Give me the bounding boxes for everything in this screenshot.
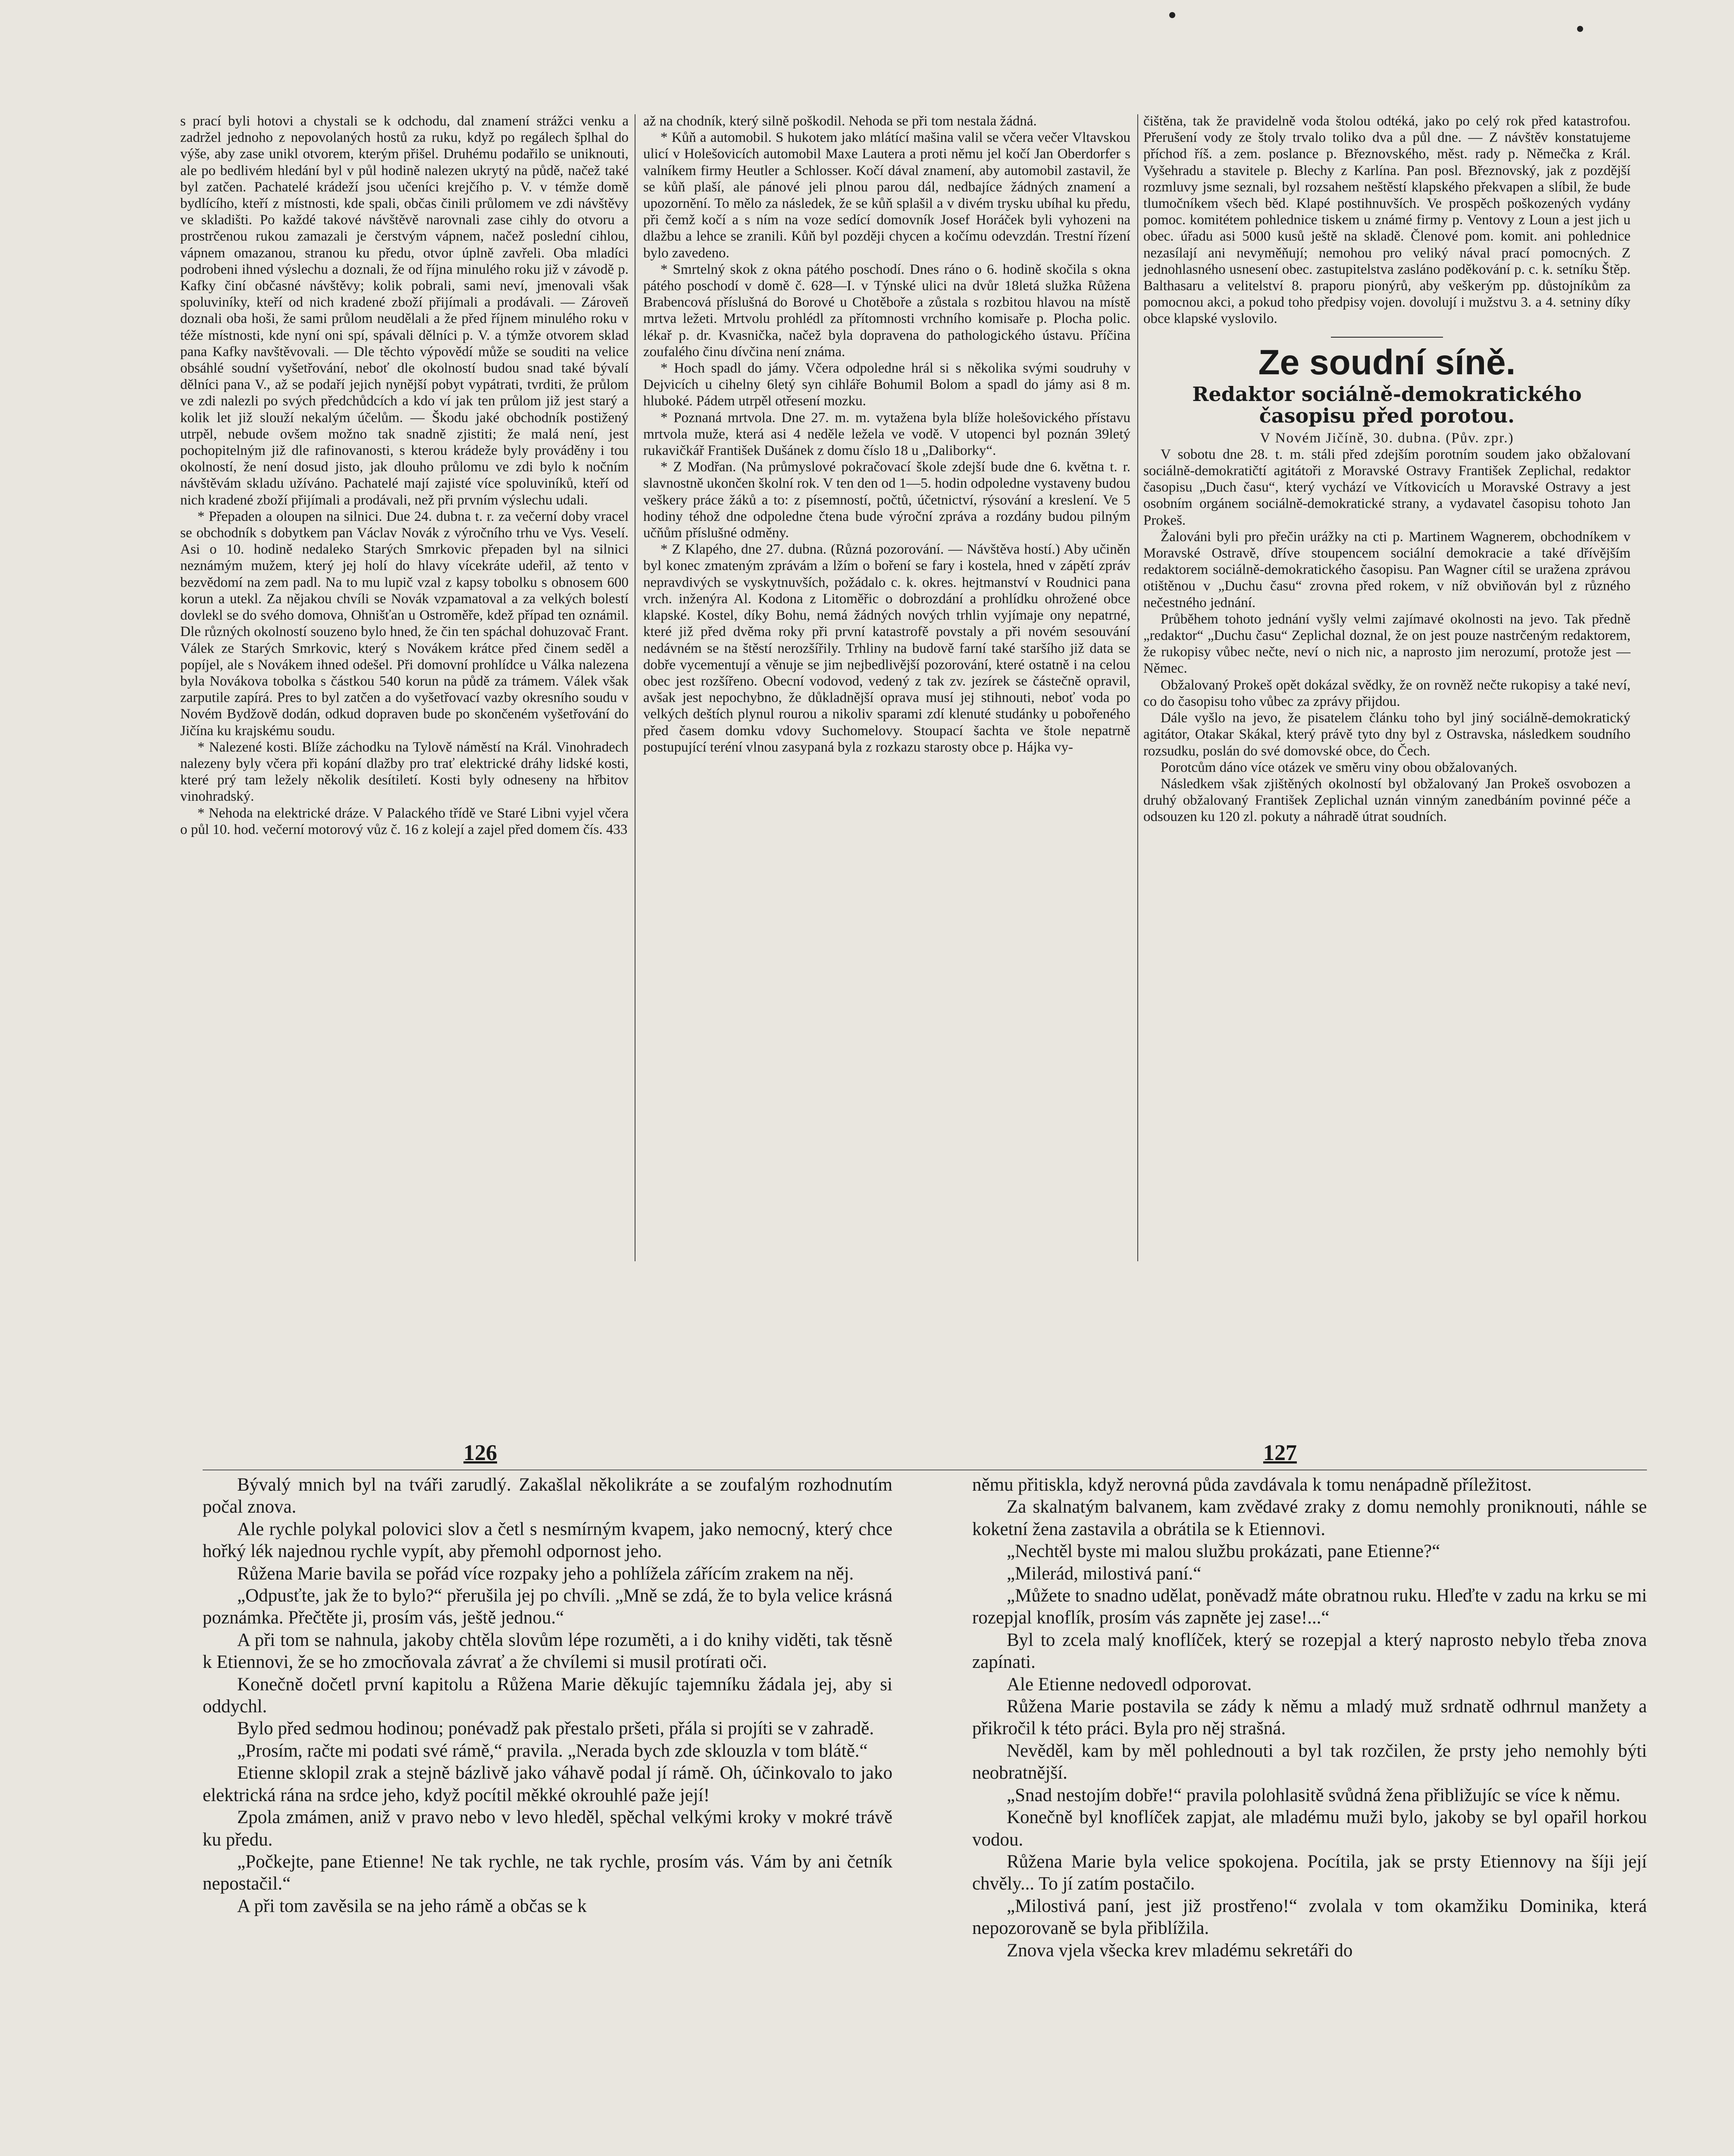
news-paragraph: s prací byli hotovi a chystali se k odchodu, dal znamení strážci venku a zadržel jednoho z nepovolaných hostů za ruku, když po regálech šplhal do výše, aby zase unikl otvorem, kterým přišel. Druhému podařilo se uniknouti, ale po bedlivém hledání byl v půl hodině nalezen ukrytý na půdě, načež také byl zatčen. Pachatelé krádeží jsou učeníci krejčího p. V. v témže domě bydlícího, kteří z místnosti, kde spali, občas činili průlomem ve zdi návštěvy ve skladišti. Po každé takové návštěvě narovnali zase cihly do otvoru a prostrčenou rukou zamazali je čerstvým vápnem, načež poslední cihlou, vápnem omazanou, stranou ku předu, otvor úplně zavřeli. Oba mladíci podrobeni ihned výslechu a doznali, že od října minulého roku již v závodě p. Kafky činí občasné návštěvy; kolik pobrali, sami neví, jmenovali však spoluviníky, kteří od nich kradené zboží přijímali a prodávali. — Zároveň doznali oba hoši, že sami průlom neudělali a že před říjnem minulého roku v téže místnosti, kde nyní oni spí, spávali dělníci p. V. a týmže otvorem sklad pana Kafky navštěvovali. — Dle těchto výpovědí může se souditi na velice obsáhlé soudní vyšetřování, neboť dle okolností budou snad také bývalí dělníci pana V., až se podaří jejich nynější pobyt vypátrati, tvrditi, že průlom ve zdi nalezli po svých předchůdcích a kdo ví jak ten průlom již jest starý a kolik let již slouží nekalým účelům. — Škodu jaké obchodník postižený utrpěl, nebude ovšem možno tak snadně zjistiti; že malá není, jest pochopitelným již dle rafinovanosti, s kterou krádeže byly prováděny i tou okolností, že není dosud jisto, jak dlouho průlomu ve zdi bylo k nočním návštěvám skladu užíváno. Pachatelé mají zajisté více spoluviníků, kteří od nich kradené zboží přijímali a prodávali, než při prvním výslechu udali. — [180, 113, 629, 508]
book-paragraph: Zpola zmámen, aniž v pravo nebo v levo hleděl, spěchal velkými kroky v mokré trávě ku předu. — [203, 1807, 892, 1850]
scan-dot — [1577, 26, 1583, 32]
book-paragraph: Ale rychle polykal polovici slov a četl s nesmírným kvapem, jako nemocný, který chce hořký lék najednou rychle vypít, aby přemohl odpornost jeho. — [203, 1519, 892, 1562]
news-paragraph: * Přepaden a oloupen na silnici. Due 24. dubna t. r. za večerní doby vracel se obchodník s dobytkem pan Václav Novák z výročního trhu ve Vys. Veselí. Asi o 10. hodině nedaleko Starých Smrkovic přepaden byl na silnici neznámým mužem, který jej holí do hlavy vícekráte udeřil, až tento v bezvědomí na zem padl. Na to mu lupič vzal z kapsy tobolku s obnosem 600 korun a utekl. Za nějakou chvíli se Novák vzpamatoval a za velkých bolestí dovlekl se do svého domova, Ohnišťan u Ostroměře, kdež případ ten oznámil. Dle různých okolností souzeno bylo hned, že čin ten spáchal dohuzovač Frant. Válek ze Starých Smrkovic, který s Novákem krátce před činem seděl a popíjel, ale s Novákem ihned odešel. Při domovní prohlídce u Válka nalezena byla Novákova tobolka s částkou 540 korun na půdě za trámem. Válek však zarputile zapírá. Pres to byl zatčen a do vyšetřovací vazby okresního soudu v Novém Bydžově dodán, odkud dopraven bude po skončeném vyšetřování do Jičína ku krajskému soudu. — [180, 508, 629, 739]
news-paragraph: * Z Klapého, dne 27. dubna. (Různá pozorování. — Návštěva hostí.) Aby učiněn byl konec zmateným zprávám a lžím o boření se fary i kostela, hned v zápětí zpráv nepravdivých se vyskytnuvších, požádalo c. k. okres. hejtmanství v Roudnici pana vrch. inženýra Al. Kodona z Litoměřic o dobrozdání a prohlídku ohrožené obce klapské. Kostel, díky Bohu, nemá žádných nových trhlin vyjímaje ony nepatrné, které již před dvěma roky při první katastrofě povstaly a při novém sesouvání nedávném se na štěstí nerozšířily. Trhliny na budově farní také staršího již data se dobře vycementují a věnuje se jim nejbedlivější pozorování, které ostatně i na celou obec jest rozšířeno. Obecní vodovod, vedený z tak zv. jezírek se částečně opravil, avšak jest nepochybno, že důkladnější oprava musí jej stihnouti, neboť voda po velkých deštích plynul rourou a nikoliv sparami zdí klenuté studánky u pobořeného před časem domku vdovy Suchomelovy. Stoupací šachta ve štole nepatrně postupující teréní vlnou zasypaná byla z rozkazu starosty obce p. Hájka vy- — [643, 542, 1130, 755]
column-rule — [1137, 114, 1138, 1261]
book-paragraph: Růžena Marie byla velice spokojena. Pocítila, jak se prsty Etiennovy na šíji její chvěly... To jí zatím postačilo. — [972, 1851, 1647, 1894]
court-dateline: V Novém Jičíně, 30. dubna. (Pův. zpr.) — [1260, 430, 1514, 446]
book-paragraph: Bylo před sedmou hodinou; ponévadž pak přestalo pršeti, přála si projíti se v zahradě. — [237, 1718, 874, 1739]
book-paragraph: Bývalý mnich byl na tváři zarudlý. Zakašlal několikráte a se zoufalým rozhodnutím počal znova. — [203, 1475, 892, 1517]
news-paragraph: * Z Modřan. (Na průmyslové pokračovací škole zdejší bude dne 6. května t. r. slavnostně ukončen školní rok. V ten den od 1—5. hodin odpoledne vystaveny budou veškery práce žáků a to: z písemností, počtů, účetnictví, rýsování a kreslení. Ve 5 hodiny téhož dne odpoledne čtena bude výroční zpráva a rozdány budou pilným učňům příslušné odměny. — [643, 459, 1130, 541]
book-paragraph: Nevěděl, kam by měl pohlednouti a byl tak rozčilen, že prsty jeho nemohly býti neobratnější. — [972, 1740, 1647, 1783]
book-paragraph: A při tom zavěsila se na jeho rámě a občas se k — [237, 1896, 587, 1916]
book-right-page — [972, 1474, 1647, 2156]
book-paragraph: Konečně byl knoflíček zapjat, ale mladému muži bylo, jakoby se byl opařil horkou vodou. — [972, 1807, 1647, 1850]
book-paragraph: Konečně dočetl první kapitolu a Růžena Marie děkujíc tajemníku žádala jej, aby si oddychl. — [203, 1674, 892, 1717]
book-paragraph: „Nechtěl byste mi malou službu prokázati, pane Etienne?“ — [1007, 1541, 1440, 1562]
news-column-3 — [1143, 113, 1631, 1277]
court-paragraph: Průběhem tohoto jednání vyšly velmi zajímavé okolnosti na jevo. Tak předně „redaktor“ „Duchu času“ Zeplichal doznal, že on jest pouze nastrčeným redaktorem, že rukopisy vůbec nečte, neví o nich nic, a naprosto jim nerozumí, protože jest — Němec. — [1143, 611, 1631, 677]
news-paragraph: až na chodník, který silně poškodil. Nehoda se při tom nestala žádná. — [643, 113, 1037, 129]
court-paragraph: V sobotu dne 28. t. m. stáli před zdejším porotním soudem jako obžalovaní sociálně-demokratičtí agitátoři z Moravské Ostravy František Zeplichal, redaktor časopisu „Duch času“, který vychází ve Vítkovicích u Moravské Ostravy a jest osobním orgánem sociálně-demokratické strany, a vydavatel časopisu tohoto Jan Prokeš. — [1143, 446, 1631, 528]
court-paragraph: Dále vyšlo na jevo, že pisatelem článku toho byl jiný sociálně-demokratický agitátor, Otakar Skákal, který právě tyto dny byl z Ostravska, následkem soudního rozsudku, poslán do své domovské obce, do Čech. — [1143, 710, 1631, 759]
book-paragraph: Růžena Marie postavila se zády k němu a mladý muž srdnatě odhrnul manžety a přikročil k této práci. Byla pro něj strašná. — [972, 1696, 1647, 1739]
news-paragraph: * Poznaná mrtvola. Dne 27. m. m. vytažena byla blíže holešovického přístavu mrtvola muže, která asi 4 neděle ležela ve vodě. V utopenci byl poznán 39letý rukavičkář František Dušánek z domu číslo 18 u „Daliborky“. — [643, 410, 1130, 459]
section-divider — [1331, 337, 1443, 338]
news-paragraph: čištěna, tak že pravidelně voda štolou odtéká, jako po celý rok před katastrofou. Přerušení vody ze štoly trvalo toliko dva a půl dne. — Z návštěv konstatujeme příchod říš. a zem. poslance p. Březnovského, měst. rady p. Němečka z Král. Vyšehradu a stavitele p. Blechy z Karlína. Pan posl. Březnovský, jak z pozdější rozmluvy jsme seznali, byl rozsahem neštěstí klapského překvapen a slíbil, že bude tlumočníkem všech běd. Klapé postihnuvších. Ve prospěch poškozených vydány pomoc. komitétem pohlednice tiskem u známé firmy p. Ventovy z Loun a jest jich u obec. úřadu asi 5000 kusů ještě na skladě. Členové pom. komit. ani pohlednice nezasílají ani nevyměňují; nemohou pro veliký nával prací pomocných. Z jednohlasného usnesení obec. zastupitelstva zasláno poděkování p. c. k. setníku Štěp. Balthasaru a velitelství 8. praporu pionýrů, aby veškerým pp. důstojníkům za pomocnou akci, a pokud toho předpisy vojen. dovolují i mužstvu 3. a 4. setniny díky obce klapské vyslovilo. — [1143, 113, 1631, 327]
book-paragraph: Znova vjela všecka krev mladému sekretáři do — [1007, 1940, 1353, 1961]
news-paragraph: * Kůň a automobil. S hukotem jako mlátící mašina valil se včera večer Vltavskou ulicí v Holešovicích automobil Maxe Lautera a proti němu jel kočí Jan Oberdorfer s valníkem firmy Heutler a Schlosser. Kočí dával znamení, aby automobil zastavil, že se kůň plaší, ale pánové jeli plnou parou dál, nedbajíce žádných znamení a upozornění. To mělo za následek, že se kůň splašil a v divém trysku ubíhal ku předu, při čemž kočí a s ním na voze sedící domovník Josef Horáček byli vyhozeni na dlažbu a lehce se zranili. Kůň byl později chycen a kočímu odevzdán. Trestní řízení bylo zavedeno. — [643, 130, 1130, 261]
book-paragraph: A při tom se nahnula, jakoby chtěla slovům lépe rozuměti, a i do knihy viděti, tak těsně k Etiennovi, že se ho zmocňovala závrať a že chvílemi si musil protírati oči. — [203, 1630, 892, 1673]
book-paragraph: „Prosím, račte mi podati své rámě,“ pravila. „Nerada bych zde sklouzla v tom blátě.“ — [237, 1740, 868, 1761]
book-paragraph: „Odpusťte, jak že to bylo?“ přerušila jej po chvíli. „Mně se zdá, že to byla velice krásná poznámka. Přečtěte ji, prosím vás, ještě jednou.“ — [203, 1586, 892, 1628]
court-heading — [1143, 342, 1631, 426]
news-paragraph: * Hoch spadl do jámy. Včera odpoledne hrál si s několika svými soudruhy v Dejvicích u cihelny 6letý syn cihláře Bohumil Bolom a spadl do jámy asi 8 m. hluboké. Pádem utrpěl otřesení mozku. — [643, 360, 1130, 409]
right-page-number: 127 — [1263, 1441, 1297, 1465]
left-page-number: 126 — [463, 1441, 497, 1465]
court-subtitle: Redaktor sociálně-demokratického časopisu před porotou. — [1192, 382, 1582, 427]
news-paragraph: * Nalezené kosti. Blíže záchodku na Tylově náměstí na Král. Vinohradech nalezeny byly včera při kopání dlažby pro trať elektrické dráhy lidské kosti, které prý tam ležely několik desítiletí. Kosti byly odneseny na hřbitov vinohradský. — [180, 739, 629, 805]
book-paragraph: „Milerád, milostivá paní.“ — [1007, 1563, 1202, 1584]
book-paragraph: „Můžete to snadno udělat, poněvadž máte obratnou ruku. Hleďte v zadu na krku se mi rozepjal knoflík, prosím vás zapněte jej zase!...“ — [972, 1586, 1647, 1628]
court-title: Ze soudní síně. — [1258, 342, 1516, 382]
court-paragraph: Obžalovaný Prokeš opět dokázal svědky, že on rovněž nečte rukopisy a také neví, co do časopisu toho vůbec za zprávy přijdou. — [1143, 677, 1631, 709]
book-paragraph: „Počkejte, pane Etienne! Ne tak rychle, ne tak rychle, prosím vás. Vám by ani četník nepostačil.“ — [203, 1851, 892, 1894]
book-paragraph: „Milostivá paní, jest již prostřeno!“ zvolala v tom okamžiku Dominika, která nepozorovaně se byla přiblížila. — [972, 1896, 1647, 1939]
court-paragraph: Porotcům dáno více otázek ve směru viny obou obžalovaných. — [1161, 759, 1518, 775]
news-paragraph: * Nehoda na elektrické dráze. V Palackého třídě ve Staré Libni vyjel včera o půl 10. hod. večerní motorový vůz č. 16 z kolejí a zajel před domem čís. 433 — [180, 805, 629, 837]
news-paragraph: * Smrtelný skok z okna pátého poschodí. Dnes ráno o 6. hodině skočila s okna pátého poschodí v domě č. 628—I. v Týnské ulici na dvůr 18letá služka Růžena Brabencová příslušná do Borové u Chotěboře a zůstala s rozbitou hlavou na místě mrtva ležeti. Mrtvolu prohlédl za přítomnosti vrchního komisaře p. Plocha polic. lékař p. dr. Kvasnička, načež byla dopravena do pathologického ústavu. Příčina zoufalého činu dívčina není známa. — [643, 261, 1130, 360]
court-paragraph: Následkem však zjištěných okolností byl obžalovaný Jan Prokeš osvobozen a druhý obžalovaný František Zeplichal uznán vinným zanedbáním povinné péče a odsouzen ku 120 zl. pokuty a náhradě útrat soudních. — [1143, 776, 1631, 825]
news-column-1 — [180, 113, 629, 1277]
book-paragraph: Byl to zcela malý knoflíček, který se rozepjal a který naprosto nebylo třeba znova zapínati. — [972, 1630, 1647, 1673]
book-paragraph: Za skalnatým balvanem, kam zvědavé zraky z domu nemohly proniknouti, náhle se koketní žena zastavila a obrátila se k Etiennovi. — [972, 1497, 1647, 1539]
book-paragraph: Ale Etienne nedovedl odporovat. — [1007, 1674, 1252, 1695]
book-paragraph: Etienne sklopil zrak a stejně bázlivě jako váhavě podal jí rámě. Oh, účinkovalo to jako elektrická rána na srdce jeho, když pocítil měkké okrouhlé paže její! — [203, 1763, 892, 1805]
book-paragraph: „Snad nestojím dobře!“ pravila polohlasitě svůdná žena přibližujíc se více k němu. — [1007, 1785, 1621, 1805]
book-paragraph: němu přitiskla, když nerovná půda zavdávala k tomu nenápadně příležitost. — [972, 1475, 1532, 1495]
book-paragraph: Růžena Marie bavila se pořád více rozpaky jeho a pohlížela zářícím zrakem na něj. — [237, 1563, 854, 1584]
book-left-page — [203, 1474, 892, 2156]
court-paragraph: Žalováni byli pro přečin urážky na cti p. Martinem Wagnerem, obchodníkem v Moravské Ostravě, dříve stoupencem sociální demokracie a také dřívějším redaktorem sociálně-demokratického časopisu. Pan Wagner cítil se uražena zprávou otištěnou v „Duchu času“ zrovna před rokem, v níž obviňován byl z různého nečestného jednání. — [1143, 529, 1631, 611]
news-column-2 — [643, 113, 1130, 1277]
scan-dot — [1169, 12, 1175, 18]
